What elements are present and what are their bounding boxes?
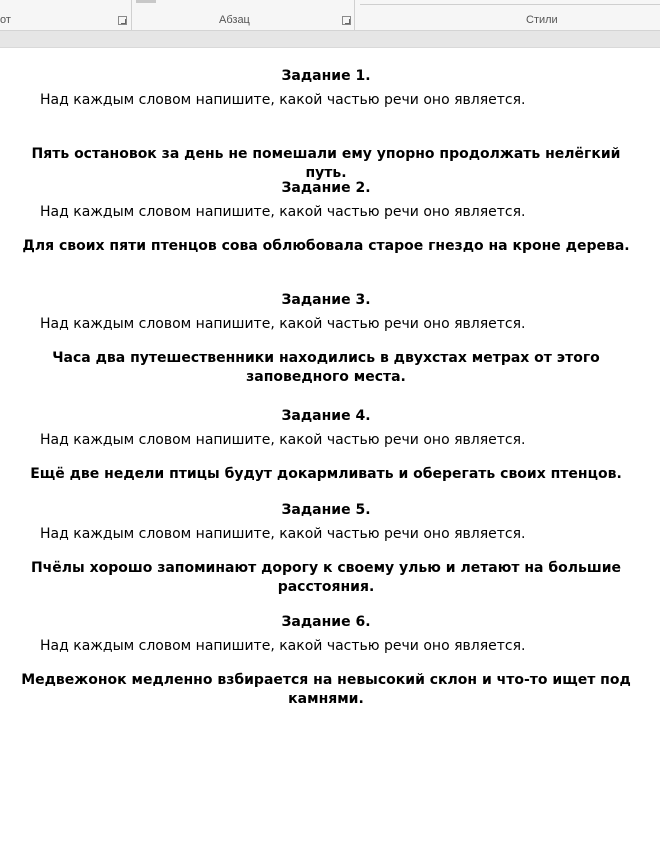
task-instruction: Над каждым словом напишите, какой частью речи оно является. [40, 92, 526, 108]
document-page[interactable] [0, 48, 660, 848]
task-title: Задание 1. [281, 68, 371, 84]
task-instruction: Над каждым словом напишите, какой частью речи оно является. [40, 638, 526, 654]
ribbon-group-paragraph [132, 0, 354, 30]
ribbon [0, 0, 660, 31]
task-instruction: Над каждым словом напишите, какой частью речи оно является. [40, 204, 526, 220]
task-title: Задание 2. [281, 180, 371, 196]
ribbon-group-label-font: от [0, 14, 11, 26]
task-sentence: Часа два путешественники находились в двухстах метрах от этого заповедного места. [52, 350, 600, 385]
ribbon-group-styles [355, 0, 660, 30]
task-title: Задание 4. [281, 408, 371, 424]
task-title: Задание 6. [281, 614, 371, 630]
ribbon-group-label-styles: Стили [526, 14, 558, 26]
task-instruction: Над каждым словом напишите, какой частью речи оно является. [40, 526, 526, 542]
task-instruction: Над каждым словом напишите, какой частью речи оно является. [40, 432, 526, 448]
ribbon-group-font [0, 0, 131, 30]
task-title: Задание 5. [281, 502, 371, 518]
task-sentence: Медвежонок медленно взбирается на невысокий склон и что-то ищет под камнями. [21, 672, 631, 707]
task-title: Задание 3. [281, 292, 371, 308]
task-sentence: Пять остановок за день не помешали ему упорно продолжать нелёгкий путь. [31, 146, 621, 181]
task-sentence: Ещё две недели птицы будут докармливать и оберегать своих птенцов. [30, 466, 622, 482]
paragraph-dialog-launcher-icon[interactable] [342, 16, 351, 25]
font-dialog-launcher-icon[interactable] [118, 16, 127, 25]
ribbon-group-label-paragraph: Абзац [219, 14, 250, 26]
task-instruction: Над каждым словом напишите, какой частью речи оно является. [40, 316, 526, 332]
task-sentence: Для своих пяти птенцов сова облюбовала старое гнездо на кроне дерева. [22, 238, 630, 254]
document-background [0, 31, 660, 48]
task-sentence: Пчёлы хорошо запоминают дорогу к своему улью и летают на большие расстояния. [30, 560, 622, 595]
